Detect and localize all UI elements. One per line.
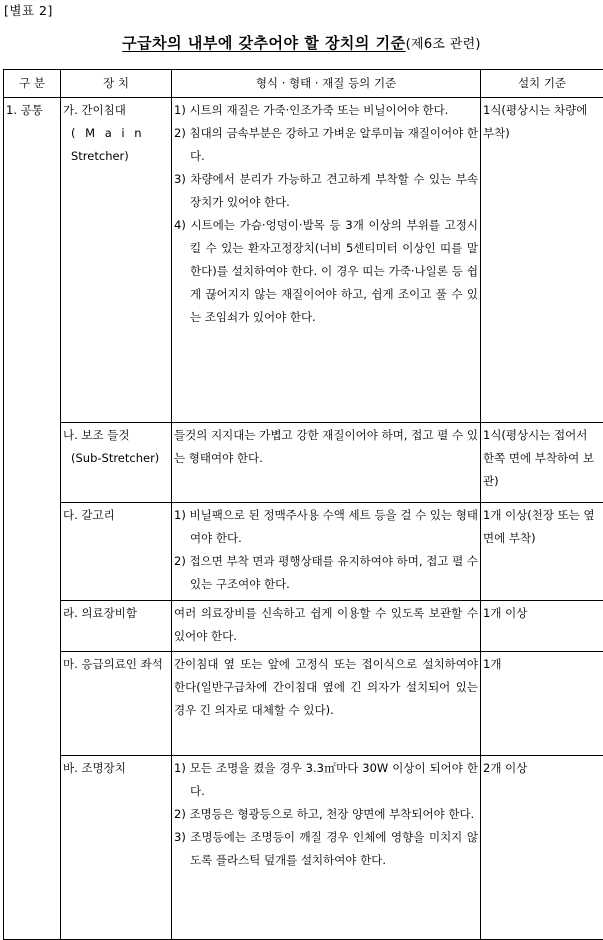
spec-item: 3) 차량에서 분리가 가능하고 견고하게 부착할 수 있는 부속장치가 있어야 한다. [174, 168, 478, 214]
device-name-en: (Sub-Stretcher) [63, 447, 169, 470]
title-sub: (제6조 관련) [406, 37, 481, 52]
device-name: 바. 조명장치 [63, 757, 169, 780]
device-name: 다. 갈고리 [63, 504, 169, 527]
device-name-en: Stretcher) [63, 145, 169, 168]
spec-item: 2) 조명등은 형광등으로 하고, 천장 양면에 부착되어야 한다. [174, 803, 478, 826]
spec-item: 2) 접으면 부착 면과 평행상태를 유지하여야 하며, 접고 펼 수 있는 구조여야 한다. [174, 550, 478, 596]
spec-cell: 들것의 지지대는 가볍고 강한 재질이어야 하며, 접고 펼 수 있는 형태여야 한다. [172, 423, 481, 503]
spec-item: 4) 시트에는 가슴·엉덩이·발목 등 3개 이상의 부위를 고정시킬 수 있는 환자고정장치(너비 5센티미터 이상인 띠를 말한다)를 설치하여야 한다. 이 경우 띠는 가죽·나일론 등 쉽게 끊어지지 않는 재질이어야 하고, 쉽게 조이고 풀 수 있는 조임쇠가 있어야 한다. [174, 214, 478, 329]
install-cell: 1식(평상시는 접어서 한쪽 면에 부착하여 보관) [481, 423, 603, 503]
table-row [4, 652, 603, 756]
device-name-cell [61, 98, 172, 423]
install-cell: 1식(평상시는 차량에 부착) [481, 98, 603, 423]
spec-item: 2) 침대의 금속부분은 강하고 가벼운 알루미늄 재질이어야 한다. [174, 122, 478, 168]
spec-cell: 간이침대 옆 또는 앞에 고정식 또는 접이식으로 설치하여야 한다(일반구급차에 간이침대 옆에 긴 의자가 설치되어 있는 경우 긴 의자로 대체할 수 있다). [172, 652, 481, 756]
spec-cell: 여러 의료장비를 신속하고 쉽게 이용할 수 있도록 보관할 수 있어야 한다. [172, 601, 481, 652]
table-row [4, 423, 603, 503]
table-row [4, 756, 603, 940]
table-row [4, 503, 603, 601]
device-name: 라. 의료장비함 [63, 602, 169, 625]
spec-item: 3) 조명등에는 조명등이 깨질 경우 인체에 영향을 미치지 않도록 플라스틱 덮개를 설치하여야 한다. [174, 826, 478, 872]
spec-cell [172, 756, 481, 940]
device-name: 나. 보조 들것 [63, 424, 169, 447]
device-name-cell [61, 503, 172, 601]
device-name: 가. 간이침대 [63, 99, 169, 122]
spec-cell [172, 98, 481, 423]
document-title [0, 32, 603, 53]
header-row [4, 70, 603, 98]
spec-item: 1) 시트의 재질은 가죽·인조가죽 또는 비닐이어야 한다. [174, 99, 478, 122]
category-cell: 1. 공통 [4, 98, 61, 940]
device-name-cell [61, 756, 172, 940]
header-spec: 형식 · 형태 · 재질 등의 기준 [172, 70, 481, 98]
spec-item: 1) 비닐팩으로 된 정맥주사용 수액 세트 등을 걸 수 있는 형태여야 한다. [174, 504, 478, 550]
install-cell: 1개 이상(천장 또는 옆면에 부착) [481, 503, 603, 601]
spec-cell [172, 503, 481, 601]
title-main: 구급차의 내부에 갖추어야 할 장치의 기준 [122, 34, 405, 52]
annex-label: [별표 2] [4, 1, 53, 19]
header-category: 구 분 [4, 70, 61, 98]
header-install: 설치 기준 [481, 70, 603, 98]
spec-item: 1) 모든 조명을 켰을 경우 3.3㎡마다 30W 이상이 되어야 한다. [174, 757, 478, 803]
install-cell: 2개 이상 [481, 756, 603, 940]
table-row [4, 98, 603, 423]
header-device: 장 치 [61, 70, 172, 98]
install-cell: 1개 이상 [481, 601, 603, 652]
install-cell: 1개 [481, 652, 603, 756]
table-row [4, 601, 603, 652]
device-name-cell [61, 601, 172, 652]
device-name: 마. 응급의료인 좌석 [63, 653, 169, 676]
equipment-standards-table [3, 69, 603, 940]
device-name-en: ( M a i n [63, 122, 169, 145]
device-name-cell [61, 652, 172, 756]
device-name-cell [61, 423, 172, 503]
